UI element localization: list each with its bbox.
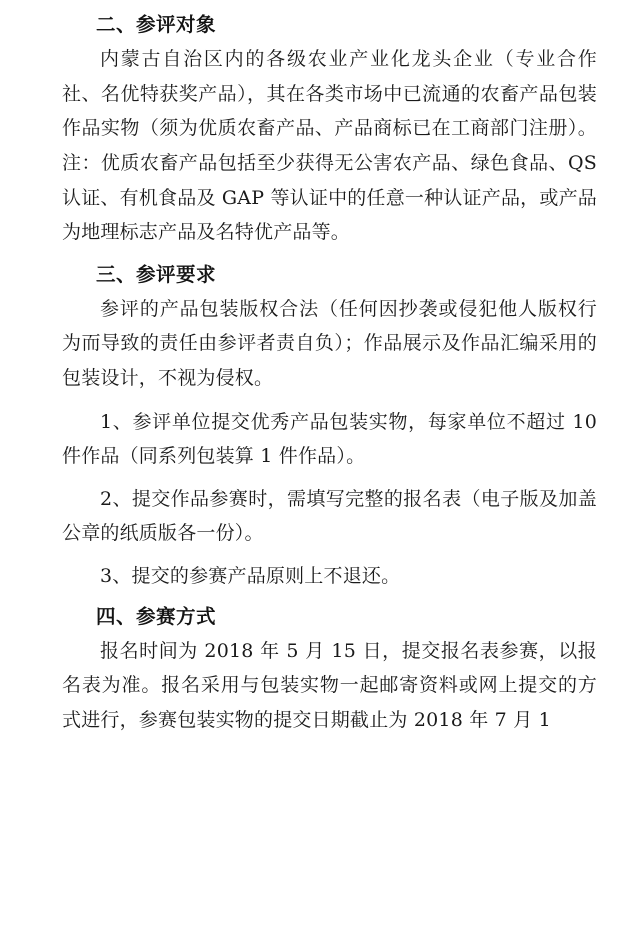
- section-heading-3: 三、参评要求: [96, 262, 217, 286]
- section-3-item-2: 2、提交作品参赛时，需填写完整的报名表（电子版及加盖公章的纸质版各一份）。: [62, 487, 597, 545]
- spacer: [62, 552, 597, 559]
- section-3-item-3: 3、提交的参赛产品原则上不退还。: [100, 564, 401, 587]
- document-body: [62, 10, 597, 737]
- section-3-item-1: 1、参评单位提交优秀产品包装实物，每家单位不超过 10 件作品（同系列包装算 1 件作品）。: [62, 410, 597, 468]
- section-2-paragraph-1: 内蒙古自治区内的各级农业产业化龙头企业（专业合作社、名优特获奖产品），其在各类市场中已流通的农畜产品包装作品实物（须为优质农畜产品、产品商标已在工商部门注册）。注：优质农畜产品包括至少获得无公害农产品、绿色食品、QS 认证、有机食品及 GAP 等认证中的任意一种认证产品，或产品为地理标志产品及名特优产品等。: [62, 48, 597, 244]
- section-3-paragraph-1: 参评的产品包装版权合法（任何因抄袭或侵犯他人版权行为而导致的责任由参评者责自负）；作品展示及作品汇编采用的包装设计，不视为侵权。: [62, 297, 597, 390]
- spacer: [62, 251, 597, 260]
- section-4-paragraph-1: 报名时间为 2018 年 5 月 15 日，提交报名表参赛，以报名表为准。报名采用与包装实物一起邮寄资料或网上提交的方式进行，参赛包装实物的提交日期截止为 2018 年 7 月 1: [62, 639, 597, 731]
- spacer: [62, 595, 597, 602]
- spacer: [62, 397, 597, 405]
- section-heading-4: 四、参赛方式: [96, 604, 217, 628]
- section-heading-2: 二、参评对象: [96, 13, 217, 36]
- spacer: [62, 475, 597, 482]
